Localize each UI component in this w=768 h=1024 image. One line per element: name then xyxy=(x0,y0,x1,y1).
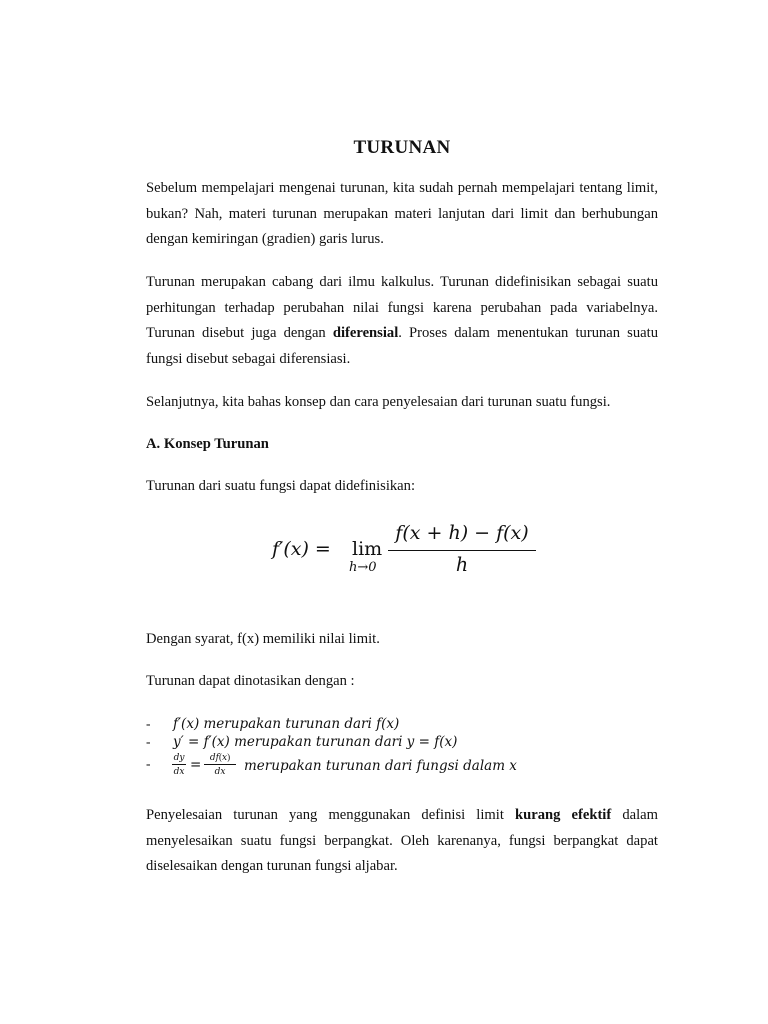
page-title: TURUNAN xyxy=(353,137,451,158)
notation-intro: Turunan dapat dinotasikan dengan : xyxy=(146,673,355,689)
definition-text-1: Turunan merupakan cabang dari ilmu kalkulus. Turunan didefinisikan sebagai suatu perhitungan terhadap perubahan nilai fungsi karena perubahan pada variabelnya. Turunan disebut juga dengan xyxy=(146,274,658,341)
fraction-bar xyxy=(388,550,536,551)
section-heading-konsep: A. Konsep Turunan xyxy=(146,436,269,452)
fraction-denominator: 𝑑𝑥 xyxy=(173,765,185,776)
equals-sign: = xyxy=(190,757,202,773)
list-item xyxy=(146,752,666,782)
formula-denominator: ℎ xyxy=(455,554,469,576)
intro-paragraph: Sebelum mempelajari mengenai turunan, kita sudah pernah mempelajari tentang limit, bukan? Nah, materi turunan merupakan materi lanjutan dari limit dan berhubungan dengan kemiringan (gradien) garis lurus. xyxy=(146,180,658,247)
notation-text: 𝑓′(𝑥) 𝑚𝑒𝑟𝑢𝑝𝑎𝑘𝑎𝑛 𝑡𝑢𝑟𝑢𝑛𝑎𝑛 𝑑𝑎𝑟𝑖 𝑓(𝑥) xyxy=(173,716,400,732)
list-item xyxy=(146,734,666,752)
list-item xyxy=(146,716,666,734)
conclusion-text-2: dalam menyelesaikan suatu fungsi berpangkat. Oleh karenanya, fungsi berpangkat dapat diselesaikan dengan turunan fungsi aljabar. xyxy=(146,807,658,874)
conclusion-text-1: Penyelesaian turunan yang menggunakan definisi limit xyxy=(146,807,515,823)
fraction-numerator: 𝑑𝑓(𝑥) xyxy=(209,752,231,762)
fraction-denominator: 𝑑𝑥 xyxy=(214,765,226,776)
fraction-df-dx xyxy=(204,752,236,777)
definition-text-2: . Proses dalam menentukan turunan suatu fungsi disebut sebagai diferensiasi. xyxy=(146,325,658,367)
condition-paragraph: Dengan syarat, f(x) memiliki nilai limit. xyxy=(146,631,380,647)
list-dash: - xyxy=(146,734,151,749)
fraction-numerator: 𝑑𝑦 xyxy=(173,752,185,762)
fraction-bar xyxy=(204,764,236,765)
formula-intro: Turunan dari suatu fungsi dapat didefinisikan: xyxy=(146,478,416,494)
definition-paragraph xyxy=(146,270,658,372)
conclusion-paragraph xyxy=(146,803,658,880)
fraction-dy-dx xyxy=(172,752,186,777)
fraction-bar xyxy=(172,764,186,765)
list-dash: - xyxy=(146,756,151,771)
term-kurang-efektif: kurang efektif xyxy=(514,807,612,823)
notation-text: 𝑦′ = 𝑓′(𝑥) 𝑚𝑒𝑟𝑢𝑝𝑎𝑘𝑎𝑛 𝑡𝑢𝑟𝑢𝑛𝑎𝑛 𝑑𝑎𝑟𝑖 𝑦 = 𝑓(𝑥) xyxy=(173,734,458,750)
formula-lim: lim xyxy=(352,538,383,560)
term-diferensial: diferensial xyxy=(332,325,399,341)
formula-numerator: 𝑓(𝑥 + ℎ) − 𝑓(𝑥) xyxy=(395,522,529,544)
formula-lim-subscript: ℎ→0 xyxy=(349,560,377,575)
transition-paragraph: Selanjutnya, kita bahas konsep dan cara penyelesaian dari turunan suatu fungsi. xyxy=(146,394,611,410)
list-dash: - xyxy=(146,716,151,731)
formula-lhs: 𝑓′(𝑥) = xyxy=(272,538,331,560)
notation-text: 𝑚𝑒𝑟𝑢𝑝𝑎𝑘𝑎𝑛 𝑡𝑢𝑟𝑢𝑛𝑎𝑛 𝑑𝑎𝑟𝑖 𝑓𝑢𝑛𝑔𝑠𝑖 𝑑𝑎𝑙𝑎𝑚 𝑥 xyxy=(244,758,517,774)
notation-list xyxy=(146,716,666,782)
